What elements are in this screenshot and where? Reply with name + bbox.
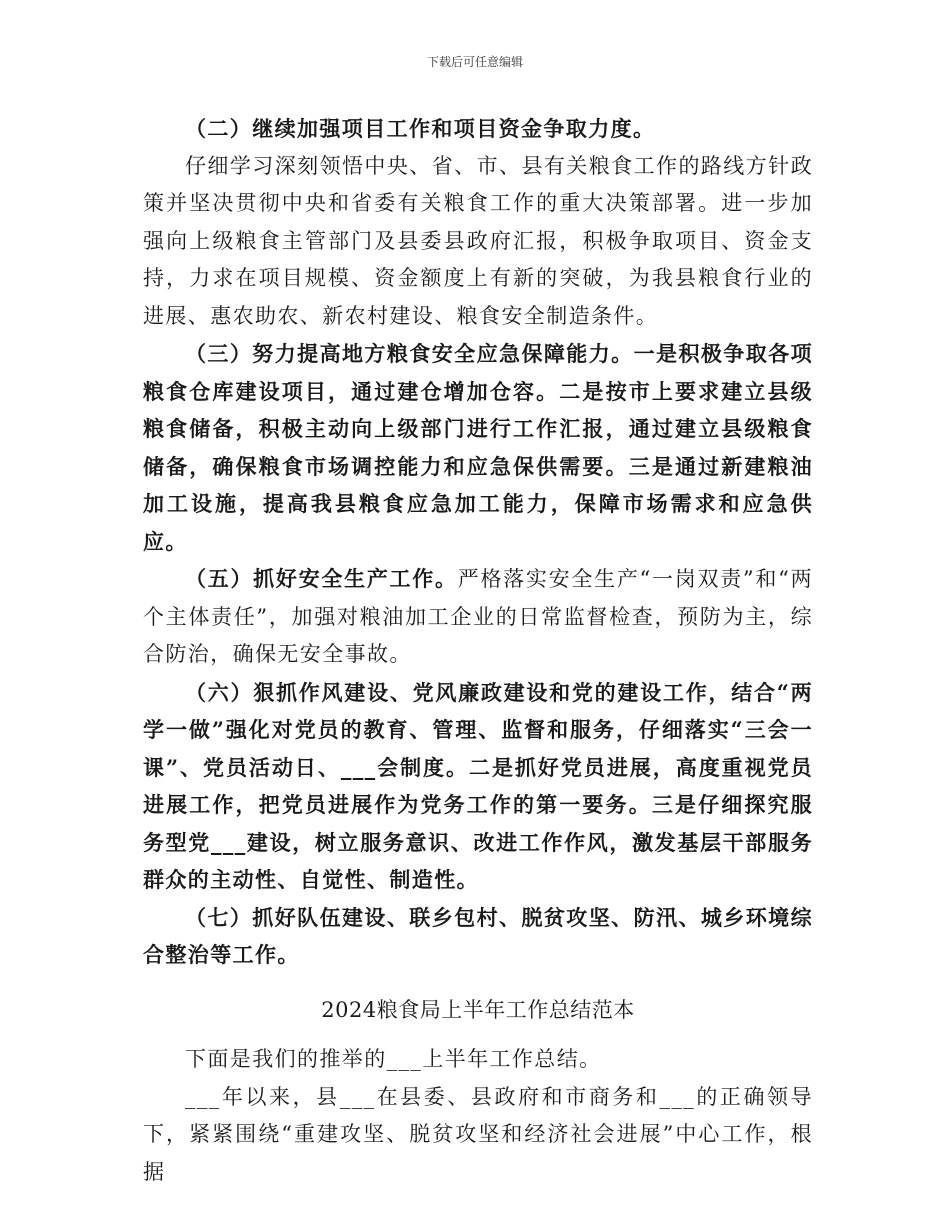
party-text-1: （六）狠抓作风建设、党风廉政建设和党的建设工作，结合“两学一做”强化对党员的教育、管理、监督和服务，仔细落实“三会一课”、党员活动日、 [143,679,813,780]
paragraph-project-funding: 仔细学习深刻领悟中央、省、市、县有关粮食工作的路线方针政策并坚决贯彻中央和省委有关粮食工作的重大决策部署。进一步加强向上级粮食主管部门及县委县政府汇报，积极争取项目、资金支持，力求在项目规模、资金额度上有新的突破，为我县粮食行业的进展、惠农助农、新农村建设、粮食安全制造条件。 [143,153,813,328]
paragraph-emergency-capacity: （三）努力提高地方粮食安全应急保障能力。一是积极争取各项粮食仓库建设项目，通过建仓增加仓容。二是按市上要求建立县级粮食储备，积极主动向上级部门进行工作汇报，通过建立县级粮食储备，确保粮食市场调控能力和应急保供需要。三是通过新建粮油加工设施，提高我县粮食应急加工能力，保障市场需求和应急供应。 [143,341,813,554]
section-heading-project-funding: （二）继续加强项目工作和项目资金争取力度。 [185,116,656,141]
intro-text: 下面是我们的推举的 [185,1047,387,1071]
blank-field: ___ [340,754,377,780]
opening-text-2: 在县委、县政府和市商务和 [375,1084,660,1109]
document-title: 2024粮食局上半年工作总结范本 [321,997,635,1022]
party-text-2: 会制度。二是抓好党员进展，高度重视党员进展工作，把党员进展作为党务工作的第一要务。三是仔细探究服务型党 [143,754,813,855]
paragraph-safety-production [143,560,813,674]
paragraph-team-building: （七）抓好队伍建设、联乡包村、脱贫攻坚、防汛、城乡环境综合整治等工作。 [143,904,813,967]
paragraph-opening [143,1079,813,1192]
blank-field: ___ [339,1084,376,1109]
paragraph-party-building [143,674,813,899]
blank-field: ___ [210,829,247,855]
blank-field: ___ [659,1084,696,1109]
blank-field: ___ [386,1047,423,1071]
opening-text-1: 年以来，县 [220,1084,340,1109]
intro-text-end: 上半年工作总结。 [422,1047,602,1071]
opening-text-3: 的正确领导下，紧紧围绕“重建攻坚、脱贫攻坚和经济社会进展”中心工作，根据 [143,1084,814,1184]
document-body [143,110,813,1191]
blank-field: ___ [185,1084,221,1109]
section-heading-safety: （五）抓好安全生产工作。 [185,566,458,591]
page-header: 下载后可任意编辑 [426,55,523,69]
safety-body: 严格落实安全生产“一岗双责”和“两个主体责任”，加强对粮油加工企业的日常监督检查，预防为主，综合防治，确保无安全事故。 [143,567,813,666]
party-text-3: 建设，树立服务意识、改进工作作风，激发基层干部服务群众的主动性、自觉性、制造性。 [143,829,814,892]
paragraph-intro [143,1041,813,1079]
